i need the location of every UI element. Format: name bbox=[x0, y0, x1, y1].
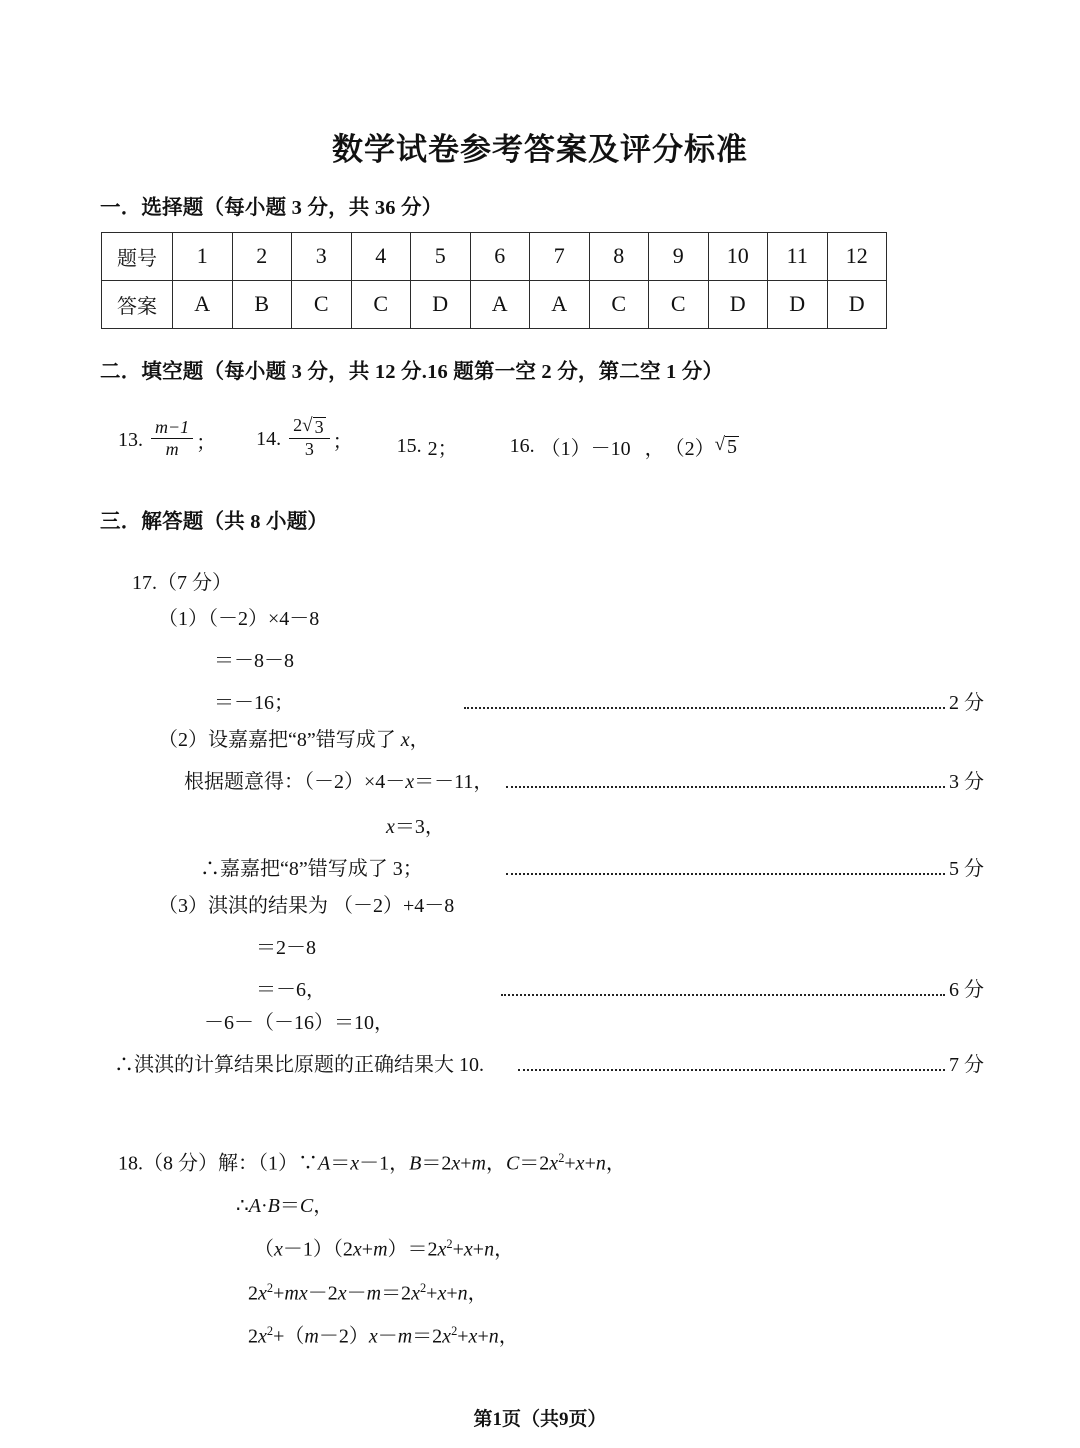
fill-blank-answers bbox=[118, 403, 984, 461]
table-cell: 3 bbox=[292, 232, 352, 280]
page-title: 数学试卷参考答案及评分标准 bbox=[332, 132, 748, 167]
table-cell: C bbox=[351, 280, 411, 328]
solution-line-text: －6－（－16）＝10， bbox=[204, 1012, 394, 1035]
solution-line bbox=[96, 651, 984, 671]
table-cell: 11 bbox=[768, 232, 828, 280]
solution-line bbox=[96, 1196, 984, 1216]
fill-blank-label-15: 15. bbox=[396, 434, 422, 457]
table-cell: A bbox=[470, 280, 530, 328]
dot-leader bbox=[518, 1068, 945, 1071]
table-cell: D bbox=[411, 280, 471, 328]
section-heading-fill-blank: 二．填空题（每小题 3 分，共 12 分.16 题第一空 2 分，第二空 1 分） bbox=[100, 360, 724, 383]
table-cell: C bbox=[649, 280, 709, 328]
solution-line-text: 18.（8 分）解：（1）∵A＝x－1，B＝2x+m，$C=2x^2+x+n$， bbox=[118, 1151, 626, 1175]
table-cell: 2 bbox=[232, 232, 292, 280]
solution-line-text: ∴A·B＝C， bbox=[236, 1194, 334, 1217]
table-cell: B bbox=[232, 280, 292, 328]
solution-line bbox=[96, 817, 984, 837]
table-cell: 6 bbox=[470, 232, 530, 280]
table-row-answers bbox=[102, 280, 887, 328]
solution-line-text: ＝－8－8 bbox=[214, 650, 294, 673]
fill-blank-separator-16: ， bbox=[644, 437, 665, 460]
row-header-answer: 答案 bbox=[102, 280, 173, 328]
dot-leader bbox=[501, 993, 945, 996]
fill-blank-value-16-part1: （1）－10 bbox=[540, 437, 631, 460]
fill-blank-suffix-14: ； bbox=[332, 430, 353, 453]
table-cell: 9 bbox=[649, 232, 709, 280]
solution-line bbox=[96, 980, 984, 1003]
solution-line bbox=[96, 772, 984, 795]
fill-blank-item-13 bbox=[118, 416, 217, 461]
table-cell: 5 bbox=[411, 232, 471, 280]
solution-line bbox=[96, 1152, 984, 1174]
table-cell: C bbox=[589, 280, 649, 328]
solution-line-text: ∴嘉嘉把“8”错写成了 3； bbox=[200, 858, 423, 881]
fill-blank-value-15: 2； bbox=[427, 437, 458, 460]
section-heading-solution: 三．解答题（共 8 小题） bbox=[100, 510, 329, 533]
solution-line bbox=[96, 1282, 984, 1304]
table-cell: 8 bbox=[589, 232, 649, 280]
score-annotation: 6 分 bbox=[949, 979, 984, 1002]
table-cell: A bbox=[530, 280, 590, 328]
table-cell: D bbox=[827, 280, 887, 328]
solution-line bbox=[96, 1013, 984, 1033]
table-cell: 4 bbox=[351, 232, 411, 280]
fraction-14 bbox=[289, 416, 329, 459]
solution-line-text: （2）设嘉嘉把“8”错写成了 x， bbox=[158, 729, 430, 752]
spacer bbox=[96, 1078, 984, 1130]
table-cell: C bbox=[292, 280, 352, 328]
fraction-13 bbox=[151, 418, 193, 459]
solution-line bbox=[96, 1238, 984, 1260]
score-annotation: 5 分 bbox=[949, 858, 984, 881]
dot-leader bbox=[506, 785, 945, 788]
dot-leader bbox=[506, 872, 945, 875]
solution-line bbox=[96, 609, 984, 629]
solution-line-text: （1）（－2）×4－8 bbox=[158, 608, 320, 631]
section-heading-choice: 一．选择题（每小题 3 分，共 36 分） bbox=[100, 197, 443, 220]
fraction-numerator: 2 √ 3 bbox=[289, 416, 329, 439]
score-annotation: 2 分 bbox=[949, 692, 984, 715]
dot-leader bbox=[464, 706, 945, 709]
choice-answer-table bbox=[101, 232, 887, 329]
table-cell: 1 bbox=[173, 232, 233, 280]
score-annotation: 7 分 bbox=[949, 1054, 984, 1077]
fill-blank-label-13: 13. bbox=[118, 428, 143, 451]
solution-line-text: $(x-1)(2x+m)=2x^2+x+n$， bbox=[254, 1236, 515, 1261]
solution-line-text: $2x^2+mx-2x-m=2x^2+x+n$， bbox=[248, 1280, 488, 1305]
fill-blank-label-16: 16. bbox=[509, 434, 535, 457]
solution-line-text: $2x^2+(m-2)x-m=2x^2+x+n$， bbox=[248, 1324, 519, 1348]
fill-blank-suffix-13: ； bbox=[196, 431, 217, 454]
fill-blank-label-14: 14. bbox=[256, 427, 282, 450]
solution-line-text: x＝3， bbox=[386, 816, 445, 839]
problem-17-title: 17.（7 分） bbox=[132, 572, 232, 595]
table-cell: D bbox=[768, 280, 828, 328]
table-cell: 12 bbox=[827, 232, 887, 280]
fill-blank-item-15 bbox=[397, 432, 458, 461]
solution-line bbox=[96, 938, 984, 958]
score-annotation: 3 分 bbox=[949, 771, 984, 794]
solution-line-text: 根据题意得：（－2）×4－x＝－11， bbox=[184, 771, 494, 794]
solution-line-text: ＝－6， bbox=[256, 979, 326, 1002]
sqrt-icon: √ 5 bbox=[714, 433, 738, 458]
solution-line bbox=[96, 859, 984, 882]
solution-line-text: ＝－16； bbox=[214, 692, 294, 715]
table-cell: 7 bbox=[530, 232, 590, 280]
fill-blank-value-16-part2-prefix: （2） bbox=[664, 437, 715, 460]
solution-line bbox=[96, 1055, 984, 1078]
solution-line-text: ＝2－8 bbox=[256, 937, 316, 960]
solution-line bbox=[96, 693, 984, 716]
fill-blank-item-14 bbox=[256, 414, 353, 461]
table-cell: 10 bbox=[708, 232, 768, 280]
table-cell: D bbox=[708, 280, 768, 328]
fraction-denominator: m bbox=[165, 438, 179, 459]
solution-line bbox=[96, 730, 984, 750]
solution-line-text: ∴淇淇的计算结果比原题的正确结果大 10. bbox=[114, 1054, 484, 1077]
fill-blank-item-16 bbox=[510, 432, 739, 461]
solution-line-text: （3）淇淇的结果为 （－2）+4－8 bbox=[158, 895, 455, 918]
table-cell: A bbox=[173, 280, 233, 328]
page-footer: 第1页（共9页） bbox=[473, 1409, 607, 1430]
solution-body bbox=[96, 609, 984, 1347]
fraction-numerator: m−1 bbox=[151, 418, 193, 439]
fraction-denominator: 3 bbox=[304, 438, 314, 459]
table-row-question-numbers bbox=[102, 232, 887, 280]
solution-line bbox=[96, 1325, 984, 1347]
row-header-question: 题号 bbox=[102, 232, 173, 280]
sqrt-icon: √ 3 bbox=[302, 414, 324, 437]
solution-line bbox=[96, 896, 984, 916]
